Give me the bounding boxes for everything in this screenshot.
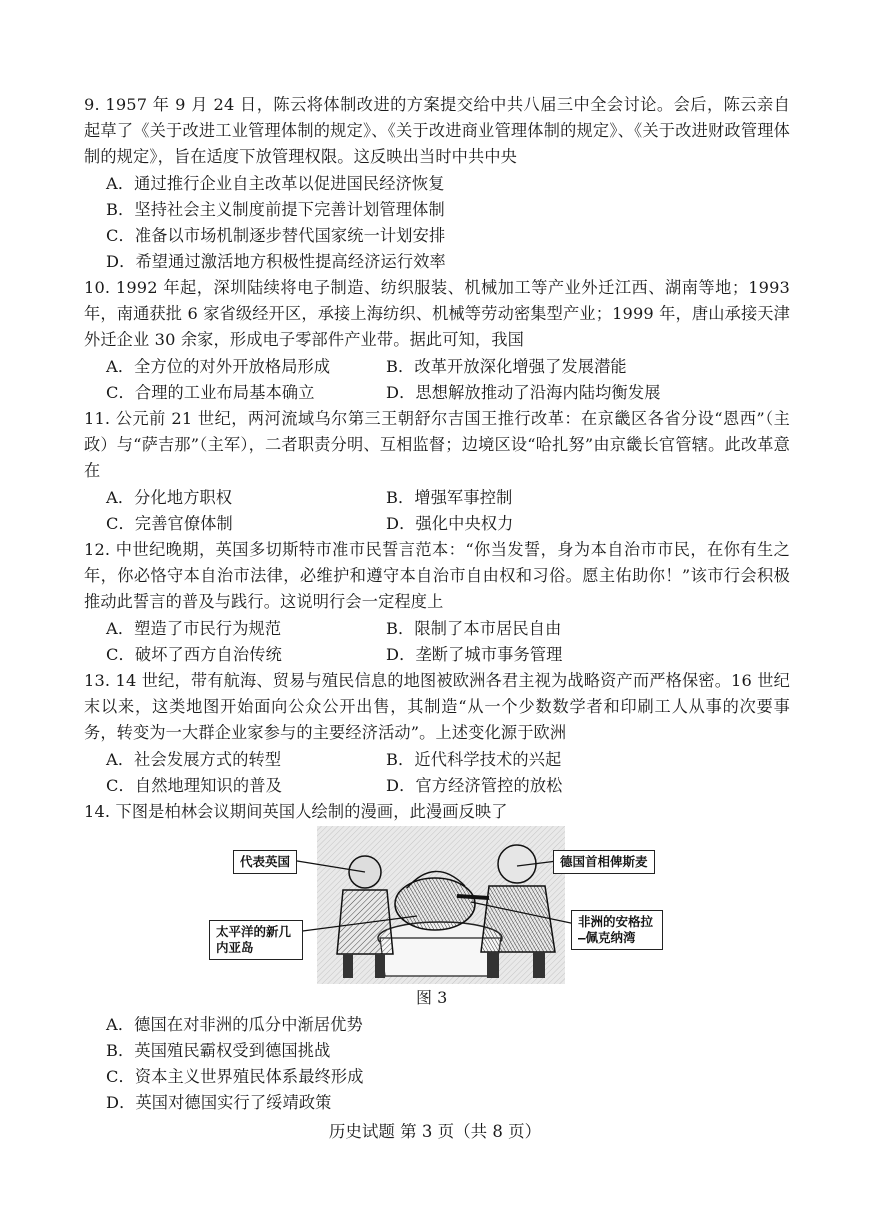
- q9-option-d: D．希望通过激活地方积极性提高经济运行效率: [106, 252, 446, 271]
- question-9-stem: 9. 1957 年 9 月 24 日，陈云将体制改进的方案提交给中共八届三中全会讨论。会后，陈云亲自起草了《关于改进工业管理体制的规定》、《关于改进商业管理体制的规定》、《关于改进财政管理体制的规定》，旨在适度下放管理权限。这反映出当时中共中央: [84, 95, 790, 167]
- question-11-stem: 11. 公元前 21 世纪，两河流域乌尔第三王朝舒尔吉国王推行改革：在京畿区各省分设“恩西”（主政）与“萨吉那”（主军），二者职责分明、互相监督；边境区设“哈扎努”由京畿长官管辖。此改革意在: [84, 409, 790, 481]
- q10-option-a: A．全方位的对外开放格局形成: [106, 357, 331, 376]
- question-10-stem: 10. 1992 年起，深圳陆续将电子制造、纺织服装、机械加工等产业外迁江西、湖南等地；1993 年，南通获批 6 家省级经开区，承接上海纺织、机械等劳动密集型产业；1999 年，唐山承接天津外迁企业 30 余家，形成电子零部件产业带。据此可知，我国: [84, 278, 790, 350]
- label-bismarck: 德国首相俾斯麦: [553, 850, 655, 874]
- q14-option-c: C．资本主义世界殖民体系最终形成: [106, 1067, 364, 1086]
- pie: [395, 878, 475, 930]
- label-britain: 代表英国: [233, 850, 297, 874]
- q11-option-d: D．强化中央权力: [386, 514, 514, 533]
- question-12-stem: 12. 中世纪晚期，英国多切斯特市准市民誓言范本：“你当发誓，身为本自治市市民，在你有生之年，你必恪守本自治市法律，必维护和遵守本自治市自由权和习俗。愿主佑助你！”该市行会积极推动此誓言的普及与践行。这说明行会一定程度上: [84, 540, 790, 612]
- q12-option-d: D．垄断了城市事务管理: [386, 645, 563, 664]
- q9-option-c: C．准备以市场机制逐步替代国家统一计划安排: [106, 226, 446, 245]
- page-footer: 历史试题 第 3 页（共 8 页）: [328, 1122, 542, 1141]
- q9-option-b: B．坚持社会主义制度前提下完善计划管理体制: [106, 200, 445, 219]
- q13-option-d: D．官方经济管控的放松: [386, 776, 563, 795]
- question-14-stem: 14. 下图是柏林会议期间英国人绘制的漫画，此漫画反映了: [84, 802, 508, 821]
- q10-option-d: D．思想解放推动了沿海内陆均衡发展: [386, 383, 661, 402]
- figure-caption: 图 3: [416, 988, 448, 1007]
- label-angra-pequena: 非洲的安格拉—佩克纳湾: [571, 910, 663, 950]
- q14-option-d: D．英国对德国实行了绥靖政策: [106, 1093, 332, 1112]
- berlin-conference-cartoon: [216, 826, 663, 984]
- q10-option-b: B．改革开放深化增强了发展潜能: [386, 357, 627, 376]
- q11-option-b: B．增强军事控制: [386, 488, 513, 507]
- q10-option-c: C．合理的工业布局基本确立: [106, 383, 315, 402]
- q9-option-a: A．通过推行企业自主改革以促进国民经济恢复: [106, 174, 445, 193]
- q12-option-b: B．限制了本市居民自由: [386, 619, 562, 638]
- label-new-guinea: 太平洋的新几内亚岛: [209, 920, 303, 960]
- q14-option-a: A．德国在对非洲的瓜分中渐居优势: [106, 1015, 363, 1034]
- q13-option-c: C．自然地理知识的普及: [106, 776, 282, 795]
- q11-option-a: A．分化地方职权: [106, 488, 233, 507]
- q13-option-b: B．近代科学技术的兴起: [386, 750, 562, 769]
- q11-option-c: C．完善官僚体制: [106, 514, 233, 533]
- question-13-stem: 13. 14 世纪，带有航海、贸易与殖民信息的地图被欧洲各君主视为战略资产而严格保密。16 世纪末以来，这类地图开始面向公众公开出售，其制造“从一个少数数学者和印刷工人从事的次要事务，转变为一大群企业家参与的主要经济活动”。上述变化源于欧洲: [84, 671, 790, 743]
- q12-option-c: C．破坏了西方自治传统: [106, 645, 282, 664]
- q12-option-a: A．塑造了市民行为规范: [106, 619, 282, 638]
- q14-option-b: B．英国殖民霸权受到德国挑战: [106, 1041, 331, 1060]
- q13-option-a: A．社会发展方式的转型: [106, 750, 282, 769]
